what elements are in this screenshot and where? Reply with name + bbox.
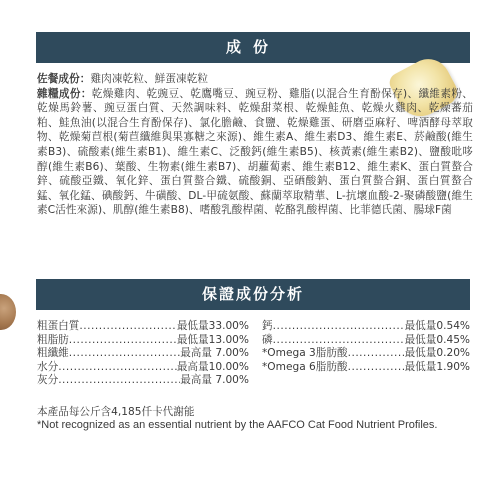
analysis-row (37, 347, 249, 361)
analysis-value: 最高量 7.00% (180, 374, 249, 387)
analysis-label: *Omega 6脂肪酸 (262, 360, 348, 373)
analysis-value: 最高量10.00% (176, 360, 249, 373)
analysis-row (37, 320, 249, 334)
leader-dots (58, 374, 180, 388)
analysis-label: 磷 (262, 333, 273, 346)
analysis-label: 粗蛋白質 (37, 320, 80, 332)
leader-dots (273, 320, 405, 334)
topping-text: 雞肉凍乾粒、鮮蛋凍乾粒 (90, 73, 209, 85)
calorie-content: 本產品每公斤含4,185仟卡代謝能 (37, 406, 195, 418)
analysis-label: 水分 (37, 360, 59, 373)
analysis-row (262, 320, 470, 334)
analysis-value: 最低量0.54% (404, 320, 470, 332)
analysis-label: 鈣 (262, 320, 273, 332)
topping-label: 佐餐成份： (37, 73, 91, 85)
main-label: 雜糧成份： (37, 87, 92, 100)
analysis-row (262, 347, 470, 361)
analysis-value: 最低量1.90% (404, 360, 470, 373)
analysis-row (37, 374, 249, 388)
analysis-label: 粗脂肪 (37, 333, 69, 346)
analysis-value: 最低量0.20% (404, 347, 470, 360)
analysis-row (37, 361, 249, 375)
main-ingredients (37, 87, 473, 218)
analysis-value: 最低量0.45% (404, 333, 470, 346)
analysis-right-column (262, 320, 470, 374)
analysis-row (37, 334, 249, 348)
analysis-value: 最高量 7.00% (180, 347, 249, 360)
leader-dots (69, 334, 177, 348)
analysis-label: 粗纖維 (37, 347, 69, 360)
leader-dots (79, 320, 176, 334)
kibble-image (0, 294, 16, 330)
aafco-footnote: *Not recognized as an essential nutrient by the AAFCO Cat Food Nutrient Profiles. (37, 418, 438, 431)
analysis-value: 最低量33.00% (176, 320, 249, 332)
analysis-label: 灰分 (37, 374, 59, 387)
leader-dots (348, 347, 405, 361)
analysis-row (262, 334, 470, 348)
analysis-row (262, 361, 470, 375)
guaranteed-analysis-header: 保證成份分析 (36, 279, 470, 310)
leader-dots (69, 347, 180, 361)
ingredients-section (37, 72, 473, 218)
topping-ingredients (37, 72, 473, 87)
analysis-value: 最低量13.00% (176, 333, 249, 346)
leader-dots (273, 334, 405, 348)
leader-dots (348, 361, 405, 375)
leader-dots (58, 361, 177, 375)
analysis-left-column (37, 320, 249, 388)
ingredients-header: 成份 (36, 32, 470, 63)
analysis-label: *Omega 3脂肪酸 (262, 347, 348, 360)
main-text: 乾燥雞肉、乾豌豆、乾鷹嘴豆、豌豆粉、雞脂(以混合生育酚保存)、纖維素粉、乾燥馬鈴薯、豌豆蛋白質、天然調味料、乾燥甜菜根、乾燥鮭魚、乾燥火雞肉、乾燥蕃茄粕、鮭魚油(以混合生育酚保存)、氯化膽鹼、食鹽、乾燥雞蛋、研磨亞麻籽、啤酒酵母萃取物、乾燥菊苣根(菊苣纖維與果寡糖之來源)、維生素A、維生素D3、維生素E、菸鹼酸(維生素B3)、硫酸素(維生素B1)、維生素C、泛酸鈣(維生素B5)、核黃素(維生素B2)、鹽酸吡哆醇(維生素B6)、葉酸、生物素(維生素B7)、胡蘿蔔素、維生素B12、維生素K、蛋白質螯合鋅、硫酸亞鐵、氧化鋅、蛋白質螯合鐵、硫酸銅、亞硒酸鈉、蛋白質螯合銅、蛋白質螯合錳、氧化錳、碘酸鈣、牛磺酸、DL-甲硫氨酸、蘇蘭萃取精華、L-抗壞血酸-2-聚磷酸鹽(維生素C活性來源)、肌醇(維生素B8)、嗜酸乳酸桿菌、乾酪乳酸桿菌、比菲德氏菌、腸球F菌 (37, 87, 473, 217)
notes-section (37, 406, 473, 432)
